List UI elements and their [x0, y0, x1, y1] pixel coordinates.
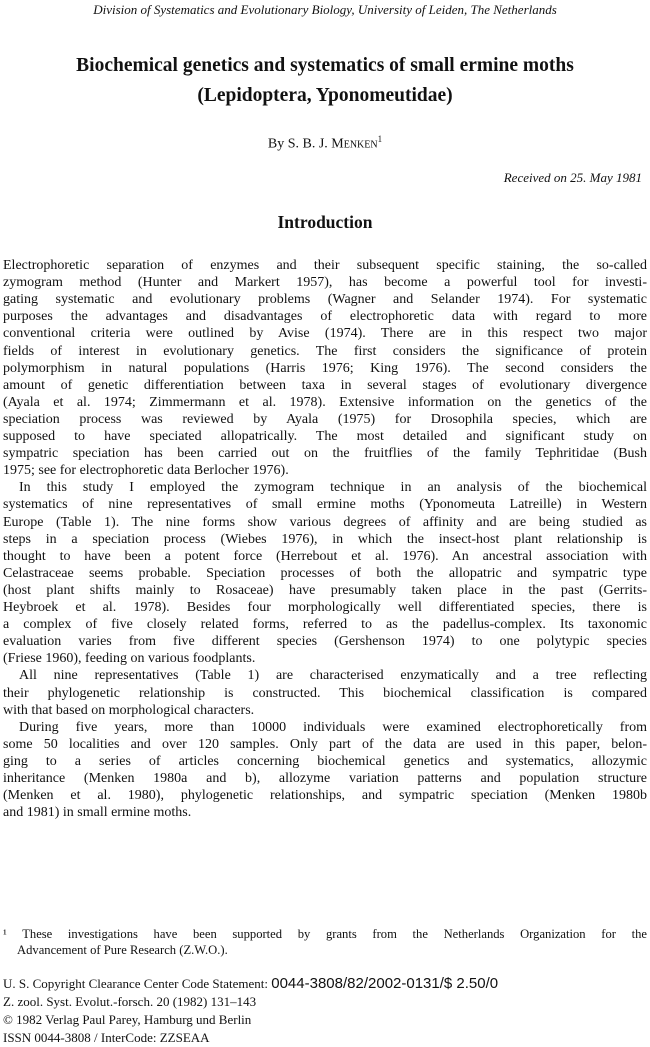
body-line: ging to a series of articles concerning biochemical genetics and systematics, allozymic [3, 753, 647, 769]
publisher-line: © 1982 Verlag Paul Parey, Hamburg und Berlin [3, 1012, 252, 1027]
body-line: amount of genetic differentiation between taxa in several stages of evolutionary divergence [3, 377, 647, 393]
body-line: (Menken et al. 1980), phylogenetic relationships, and sympatric speciation (Menken 1980b [3, 788, 647, 804]
body-line: sympatric speciation has been carried out on the fruitflies of the family Tephritidae (Bush [3, 446, 647, 462]
byline-prefix: By S. B. J. [267, 136, 332, 152]
body-line: polymorphism in natural populations (Harris 1976; King 1976). The second considers the [3, 360, 647, 376]
author-footnote-mark: 1 [377, 134, 383, 144]
body-line: with that based on morphological characters. [3, 702, 255, 718]
body-line: Electrophoretic separation of enzymes and their subsequent specific staining, the so-called [3, 258, 647, 273]
body-line: their phylogenetic relationship is constructed. This biochemical classification is compared [3, 685, 647, 701]
body-line: Celastraceae seems probable. Speciation processes of both the allopatric and sympatric type [3, 565, 647, 581]
body-line: systematics of nine representatives of small ermine moths (Yponomeuta Latreille) in Western [3, 497, 647, 513]
section-heading: Introduction [277, 212, 373, 232]
copyright-label: U. S. Copyright Clearance Center Code Statement: [3, 976, 272, 991]
body-line: evaluation varies from five different species (Gershenson 1974) to one polytypic species [3, 634, 647, 650]
copyright-statement [3, 975, 647, 992]
body-line: some 50 localities and over 120 samples. Only part of the data are used in this paper, belon- [3, 736, 647, 752]
affiliation-header: Division of Systematics and Evolutionary Biology, University of Leiden, The Netherlands [93, 2, 557, 17]
journal-citation: Z. zool. Syst. Evolut.-forsch. 20 (1982) 131–143 [3, 994, 257, 1009]
body-line: conventional criteria were outlined by Avise (1974). There are in this respect two major [3, 326, 647, 342]
footnote-line: Advancement of Pure Research (Z.W.O.). [17, 943, 228, 957]
body-line: During five years, more than 10000 individuals were examined electrophoretically from [19, 719, 647, 735]
body-line: gating systematic and evolutionary problems (Wagner and Selander 1974). For systematic [3, 292, 647, 308]
copyright-code: 0044-3808/82/2002-0131/$ 2.50/0 [271, 975, 499, 992]
received-date: Received on 25. May 1981 [503, 170, 642, 185]
article-title [0, 51, 650, 111]
body-line: Europe (Table 1). The nine forms show various degrees of affinity and are being studied as [3, 514, 647, 530]
body-line: a complex of five closely related forms, referred to as the padellus-complex. Its taxonomic [3, 617, 647, 633]
author-byline [0, 134, 650, 153]
body-line: (host plant shifts mainly to Rosaceae) have presumably taken place in the past (Gerrits- [3, 582, 647, 598]
author-surname: Menken [331, 136, 378, 152]
body-line: All nine representatives (Table 1) are characterised enzymatically and a tree reflecting [19, 668, 647, 684]
body-line: inheritance (Menken 1980a and b), allozyme variation patterns and population structure [3, 771, 647, 786]
body-line: (Ayala et al. 1974; Zimmermann et al. 1978). Extensive information on the genetics of the [3, 394, 647, 410]
title-line-2: (Lepidoptera, Yponomeutidae) [197, 85, 453, 106]
body-line: (Friese 1960), feeding on various foodplants. [3, 651, 256, 667]
title-line-1: Biochemical genetics and systematics of small ermine moths [76, 55, 574, 76]
body-line: steps in a speciation process (Wiebes 1976), in which the insect-host plant relationship is [3, 531, 647, 547]
body-line: In this study I employed the zymogram technique in an analysis of the biochemical [19, 480, 647, 496]
body-line: thought to have been a potent force (Herrebout et al. 1976). An ancestral association with [3, 548, 647, 564]
body-line: speciation process was reviewed by Ayala (1975) for Drosophila species, which are [3, 411, 647, 427]
body-line: purposes the advantages and disadvantages of electrophoretic data with regard to more [3, 309, 647, 325]
body-line: zymogram method (Hunter and Markert 1957), has become a powerful tool for investi- [3, 275, 647, 291]
footnote-line: ¹ These investigations have been supported by grants from the Netherlands Organization for the [3, 927, 647, 941]
body-line: supposed to have speciated allopatrically. The most detailed and significant study on [3, 429, 647, 444]
body-line: 1975; see for electrophoretic data Berlocher 1976). [3, 463, 289, 479]
body-line: Heybroek et al. 1978). Besides four morphologically well differentiated species, there is [3, 600, 647, 615]
issn-line: ISSN 0044-3808 / InterCode: ZZSEAA [3, 1030, 210, 1045]
body-line: fields of interest in evolutionary genetics. The first considers the significance of protein [3, 343, 647, 359]
body-line: and 1981) in small ermine moths. [3, 805, 192, 821]
